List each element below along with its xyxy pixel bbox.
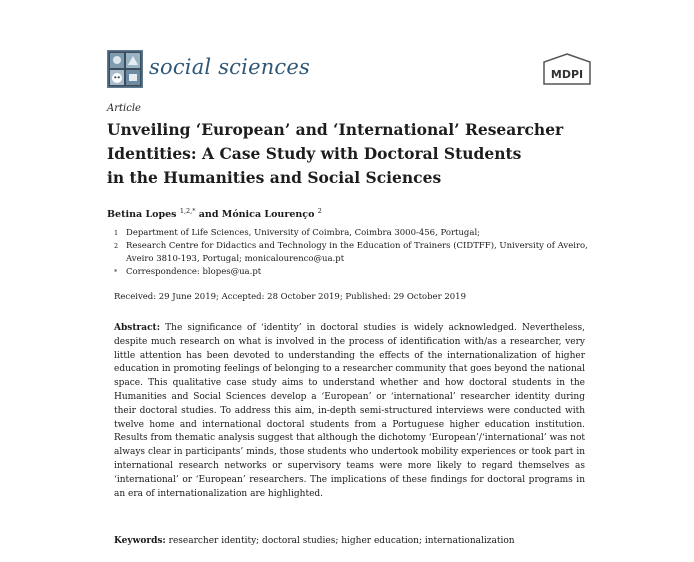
keywords-text: researcher identity; doctoral studies; higher education; internationalization: [168, 536, 515, 546]
abstract-label: Abstract:: [114, 323, 161, 333]
keywords-label: Keywords:: [114, 536, 166, 546]
affiliation-marker: *: [114, 268, 118, 276]
svg-text:MDPI: MDPI: [550, 68, 584, 81]
title-line: Identities: A Case Study with Doctoral Students: [107, 144, 522, 163]
journal-logo-icon: [107, 50, 143, 88]
affiliation-marker: 1: [114, 229, 119, 237]
authors: [107, 206, 322, 220]
title-line: Unveiling ‘European’ and ‘International’ Researcher: [107, 120, 564, 139]
affiliation-item: [114, 266, 594, 279]
affiliation-item: [114, 227, 594, 240]
affiliation-text: Correspondence: blopes@ua.pt: [126, 267, 262, 277]
author-name: Betina Lopes: [107, 209, 177, 220]
affiliations: [114, 227, 594, 279]
article-title: [107, 118, 607, 190]
affiliation-text: Research Centre for Didactics and Technology in the Education of Trainers (CIDTFF), University of Aveiro, Aveiro 3810-193, Portugal; monicalourenco@ua.pt: [126, 241, 588, 264]
author-affiliation-marker: 2: [317, 206, 322, 215]
affiliation-item: [114, 240, 594, 266]
mdpi-logo-icon: [542, 52, 592, 86]
publication-dates: Received: 29 June 2019; Accepted: 28 October 2019; Published: 29 October 2019: [114, 292, 466, 302]
author-affiliation-marker: 1,2,*: [179, 206, 196, 215]
affiliation-text: Department of Life Sciences, University of Coimbra, Coimbra 3000-456, Portugal;: [126, 228, 481, 238]
article-type: Article: [107, 103, 141, 114]
author-conjunction: and: [195, 209, 222, 220]
abstract: [114, 322, 585, 501]
keywords: [114, 536, 594, 546]
affiliation-marker: 2: [114, 242, 119, 250]
abstract-text: The significance of ‘identity’ in doctoral studies is widely acknowledged. Nevertheless, despite much research on what is involved in the process of identification with/as a researcher, very little attention has been devoted to understanding the effects of the internationalization of higher education in promoting feelings of belonging to a researcher community that goes beyond the national space. This qualitative case study aims to understand whether and how doctoral students in the Humanities and Social Sciences develop a ‘European’ or ‘international’ researcher identity during their doctoral studies. To address this aim, in-depth semi-structured interviews were conducted with twelve home and international doctoral students from a Portuguese higher education institution. Results from thematic analysis suggest that although the dichotomy ‘European’/‘international’ was not always clear in participants’ minds, those students who undertook mobility experiences or took part in international research networks or supervisory teams were more likely to regard themselves as ‘international’ or ‘European’ researchers. The implications of these findings for doctoral programs in an era of internationalization are highlighted.: [114, 323, 585, 499]
title-line: in the Humanities and Social Sciences: [107, 168, 442, 187]
journal-name: social sciences: [149, 55, 310, 79]
author-name: Mónica Lourenço: [221, 209, 315, 220]
